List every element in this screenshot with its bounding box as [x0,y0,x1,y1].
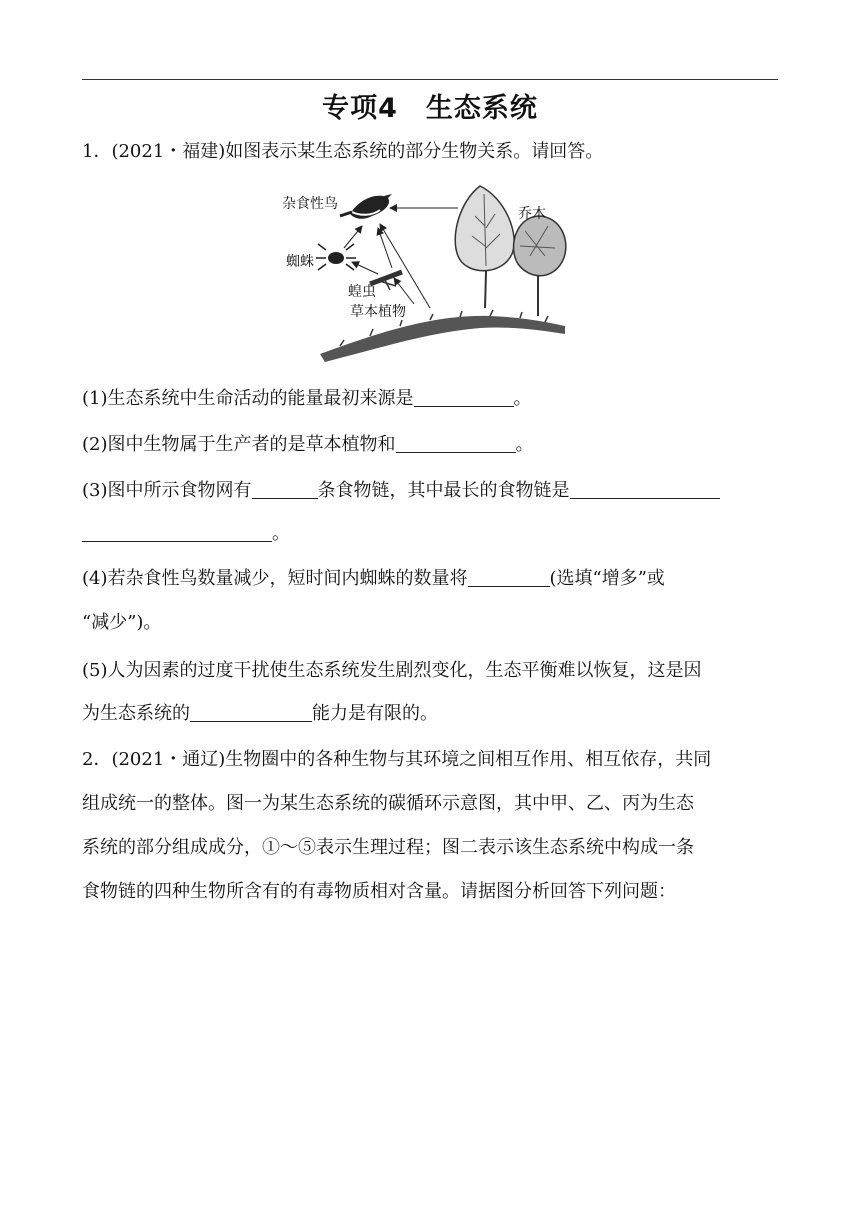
top-rule [82,79,778,80]
q1-part2: (2)图中生物属于生产者的是草本植物和 。 [82,434,534,455]
q1-part3: (3)图中所示食物网有 条食物链，其中最长的食物链是 [82,476,778,506]
label-locust: 蝗虫 [348,284,376,300]
page-title: 专项4 生态系统 [322,93,538,124]
q2-line4: 食物链的四种生物所含有的有毒物质相对含量。请据图分析回答下列问题： [82,881,676,902]
q1-part5-line1: (5)人为因素的过度干扰使生态系统发生剧烈变化，生态平衡难以恢复，这是因 [82,660,702,681]
q1-part4-cont: “减少”)。 [82,612,162,633]
label-herb: 草本植物 [350,304,406,320]
q1-part5-line2: 为生态系统的 能力是有限的。 [82,703,438,724]
answer-blank-2[interactable] [396,432,516,453]
label-tree: 乔木 [518,206,546,222]
answer-blank-4[interactable] [468,566,550,587]
answer-blank-1[interactable] [414,386,514,407]
ground-illustration [320,316,565,362]
q2-line2: 组成统一的整体。图一为某生态系统的碳循环示意图，其中甲、乙、丙为生态 [82,793,694,814]
q1-part3-cont: 。 [82,519,778,549]
bird-illustration [340,194,392,219]
q1-part4: (4)若杂食性鸟数量减少，短时间内蜘蛛的数量将 (选填“增多”或 [82,568,665,589]
q1-part1: (1)生态系统中生命活动的能量最初来源是 。 [82,388,532,409]
q2-line3: 系统的部分组成成分，①～⑤表示生理过程；图二表示该生态系统中构成一条 [82,837,694,858]
spider-illustration [316,244,356,270]
answer-blank-3a[interactable] [252,478,318,499]
answer-blank-3b[interactable] [570,478,720,499]
label-spider: 蜘蛛 [286,254,314,270]
answer-blank-3c[interactable] [82,521,272,542]
q2-line1: 2．(2021・通辽)生物圈中的各种生物与其环境之间相互作用、相互依存，共同 [82,749,712,770]
food-web-figure [280,176,580,366]
answer-blank-5[interactable] [190,701,312,722]
tree-illustration [455,186,566,316]
label-bird: 杂食性鸟 [282,196,338,212]
q1-stem: 1．(2021・福建)如图表示某生态系统的部分生物关系。请回答。 [82,141,604,162]
